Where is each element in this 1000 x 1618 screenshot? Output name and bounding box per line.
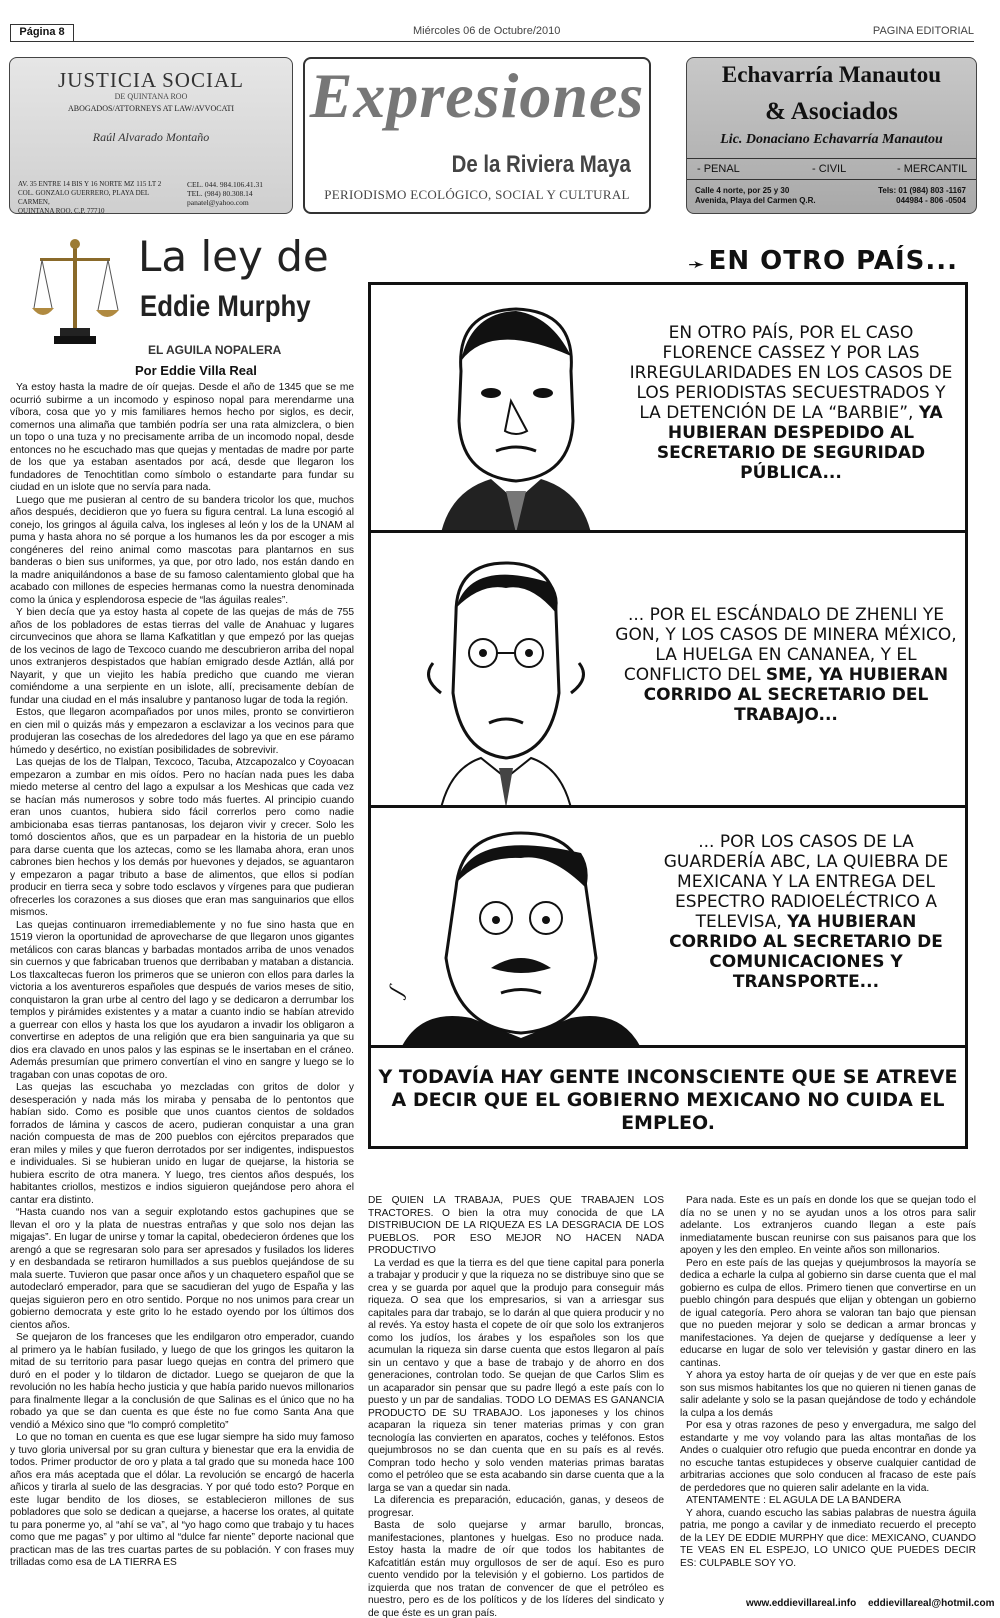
area-civil: - CIVIL: [812, 163, 847, 175]
paragraph: DE QUIEN LA TRABAJA, PUES QUE TRABAJEN LOS TRACTORES. O bien la otra muy conocida de que LA DISTRIBUCION DE LA RIQUEZA ES LA DESGRACIA DE LOS PUEBLOS. POR ESO MEJOR NO HACEN NADA PRODUCTIVO: [368, 1195, 664, 1256]
paragraph: Luego que me pusieran al centro de su bandera tricolor los que, muchos años después, decidieron que yo fuera su figura central. La luna escogió al conejo, los gringos al águila calva, los ingleses al león y los de la UNAM al puma y hasta ahora no sé porque a los humanos les da por escoger a mis congéneres del reino animal como mascotas para plantarnos en sus banderas o bien sus uniformes, ya que, por otro lado, nos están dando en la madre aniquilándonos a base de su famoso calentamiento global que ha acabado con millones de especies hermanas como la nuestra denominada como la única y esplendorosa especie de “las águilas reales”.: [10, 494, 354, 606]
address-line: Calle 4 norte, por 25 y 30: [695, 186, 790, 195]
paragraph: Se quejaron de los franceses que les endilgaron otro emperador, cuando al primero ya le habían fusilado, y luego de que los gringos les quitaron la mitad de su territorio para pasar luego quejas en contra del primero que duró en el poder y lo tildaron de dictador. Luego se quejaron de que la revolución no les había hecho justicia y que había parido nuevos millonarios para finalmente llegar a la conclusión de que Salinas es el único que no ha robado ya que se dan cuenta es que éste no fue como Santa Ana que vendió a México sino que “lo compró completito”: [10, 1332, 354, 1431]
paragraph: Lo que no toman en cuenta es que ese lugar siempre ha sido muy famoso y tuvo gloria universal por su gran cultura y bienestar que era la envidia de todos. Primer productor de oro y plata a tal grado que su moneda hace 100 años era más aceptada que el dólar. La revolución se encargó de hacerla añicos y tirarla al suelo de las desgracias. Y por qué todo esto? Porque en este lugar bendito de los dioses, se establecieron millones de sus pobladores que solo se dedican a quejarse, a hacerse los orates, al quitate tu para ponerme yo, al “ahí se va”, al “yo hago como que trabajo y tu haces como que me pagas” y por ultimo al “dulce far niente” deporte nacional que practican mas de las tres cuartas partes de su población. Y con frases muy trilladas como esa de LA TIERRA ES: [10, 1432, 354, 1568]
paragraph: Las quejas de los de Tlalpan, Texcoco, Tacuba, Atzcapozalco y Coyoacan empezaron a zumbar en mis oídos. Pero no hacían nada pues les daba miedo meterse al centro del lago a expulsar a los Meshicas que cada vez se hacían más numerosos y sobre todo más fuertes. Al principio cuando eran unos cuantos, hubiera sido fácil correrlos pero como nadie ambicionaba esas tierras pantanosas, los dejaron vivir y crecer. Solo les tomó doscientos años, que es un parpadear en la historia de un pueblo para darse cuenta que los aztecas, como se les llamaba ahora, eran unos cabrones bien hechos y los demás por huevones y dejados, se aguantaron y empezaron a pagar tributo a base de alimentos, que ellos si podían producir en tierra seca y sobre todo esclavos y vírgenes para que pudieran ofrecerles los corazones a sus dioses que eran mas sanguinarios que ellos mismos.: [10, 757, 354, 918]
cartoon-caption: Y TODAVÍA HAY GENTE INCONSCIENTE QUE SE ATREVE A DECIR QUE EL GOBIERNO MEXICANO NO CUIDA EL EMPLEO.: [378, 1066, 958, 1134]
address-line: Avenida, Playa del Carmen Q.R.: [695, 196, 816, 205]
top-bar: [8, 20, 984, 40]
area-mercantil: - MERCANTIL: [897, 163, 968, 175]
paragraph: La verdad es que la tierra es del que tiene capital para ponerla a trabajar y producir y que la riqueza no se distribuye sino que se crea y se guarda por aquel que la produjo para conseguir más riqueza. O sea que los empresarios, si van a arriesgar sus capitales para dar trabajo, se lo darán al que quiera producir y no al revés. Ya estoy hasta el copete de oír que solo los extranjeros como los judíos, los árabes y los españoles son los que acumulan la riqueza sin darse cuenta que estos llegaron al país sin un centavo y que a base de trabajo y de ahorro en dos generaciones, controlan todo. Se quejan de que Carlos Slim es un acaparador sin pensar que su padre llegó a este país con lo puesto y un par de sandalias. TODO LO DEMAS ES GANANCIA PRODUCTO DE SU TRABAJO. Los japoneses y los chinos acaparan la riqueza sin tener materias primas y con gran tecnología las convierten en aparatos, coches y teléfonos. Estos quejumbrosos no se dan cuenta que en su país es al revés. Compran todo hecho y solo venden materias primas baratas como el petróleo que se esta acabando sin darse cuenta que a la larga se van a quedar sin nada.: [368, 1257, 664, 1494]
scales-of-justice-icon: [30, 238, 120, 348]
phone-line: Tels: 01 (984) 803 -1167: [878, 186, 966, 195]
cartoon-panel-3: [371, 808, 965, 1048]
publication-date: Miércoles 06 de Octubre/2010: [413, 25, 561, 37]
firm-tagline: ABOGADOS/ATTORNEYS AT LAW/AVVOCATI: [67, 104, 235, 113]
contact-line: TEL. (984) 80.308.14: [187, 189, 253, 198]
firm-person: Raúl Alvarado Montaño: [92, 130, 210, 144]
speech-bold: SME, YA HUBIERAN CORRIDO AL SECRETARIO DEL TRABAJO...: [643, 665, 949, 725]
speech-text-1: [626, 323, 956, 483]
masthead-title: Expresiones: [309, 60, 645, 131]
editorial-cartoon: [358, 238, 978, 1158]
cartoon-caption-panel: [371, 1048, 965, 1146]
paragraph: Y ahora ya estoy harta de oír quejas y de ver que en este país son sus mismos habitantes los que no quieren ni tienen ganas de salir adelante y solo se la pasan quejándose de todo y echándole la culpa a los demás: [680, 1370, 976, 1419]
masthead: [303, 57, 651, 214]
paragraph: Pero en este país de las quejas y quejumbrosos la mayoría se dedica a echarle la culpa al gobierno sin darse cuenta que el mal gobierno es culpa de ellos. Primero tienen que convertirse en un pueblo chingón para después que elijan y obtengan un gobierno de igual categoría. Pero ahora se valoran tan bajo que piensan que no pueden mejorar y solo se dedican a armar broncas y manifestaciones. Ya dejen de quejarse y dedíquense a leer y educarse en lugar de solo ver televisión y gastar dinero en las cantinas.: [680, 1257, 976, 1369]
speech-plain: ... POR EL ESCÁNDALO DE ZHENLI YE GON, Y LOS CASOS DE MINERA MÉXICO, LA HUELGA EN CANANEA, Y EL CONFLICTO DEL: [615, 605, 957, 685]
address-line: COL. GONZALO GUERRERO, PLAYA DEL CARMEN,: [18, 189, 149, 206]
paragraph: Basta de solo quejarse y armar barullo, broncas, manifestaciones, plantones y huelgas. Eso no produce nada. Estoy hasta la madre de oír que todos los habitantes de Kafcatitlán están muy orgullosos de ser de aquí. Eso es puro cuento vendido por la televisión y el gobierno. Los partidos de izquierda que nos tratan de convencer de que el petróleo es nuestro, pero es de los políticos y de los líderes del sindicato y de que éste es un gran país.: [368, 1520, 664, 1618]
headline-line-1: La ley de: [138, 232, 329, 281]
author-email-link[interactable]: eddievillareal@hotmil.com: [868, 1598, 995, 1609]
author-website-link[interactable]: www.eddievillareal.info: [746, 1598, 857, 1609]
masthead-subtitle: De la Riviera Maya: [451, 151, 631, 178]
speech-bold: YA HUBIERAN DESPEDIDO AL SECRETARIO DE SEGURIDAD PÚBLICA...: [656, 403, 943, 483]
arrow-icon: ➛: [688, 252, 705, 276]
firm-address: [18, 180, 168, 214]
phone-line: 044984 - 806 -0504: [896, 196, 966, 205]
paragraph: Para nada. Este es un país en donde los que se quejan todo el día no se unen y no se ayudan unos a los otros para salir adelante. Los extranjeros cuando llegan a este país inmediatamente buscan reunirse con sus paisanos para que los apoyen y les den empleo. En veinte años son millonarios.: [680, 1195, 976, 1256]
paragraph: La diferencia es preparación, educación, ganas, y deseos de progresar.: [368, 1495, 664, 1519]
cartoon-panel-2: [371, 533, 965, 808]
area-penal: - PENAL: [697, 163, 740, 175]
contact-line: CEL. 044. 984.106.41.31: [187, 180, 264, 189]
cartoon-title: EN OTRO PAÍS...: [708, 246, 958, 276]
artist-signature-icon: ʃ: [382, 983, 409, 999]
firm-associates: & Asociados: [765, 98, 898, 125]
byline: Por Eddie Villa Real: [135, 363, 257, 378]
firm-lawyer: Lic. Donaciano Echavarría Manautou: [720, 132, 943, 147]
practice-areas: [687, 158, 976, 180]
firm-address: [695, 186, 816, 206]
top-rule: [10, 41, 974, 42]
cartoon-frame: [368, 282, 968, 1149]
caricature-2-icon: [411, 553, 601, 808]
page-number: Página 8: [10, 24, 74, 41]
headline-line-2: Eddie Murphy: [140, 290, 311, 323]
article-column-1: [10, 382, 354, 1570]
article-column-2: [368, 1195, 664, 1618]
paragraph: Las quejas continuaron irremediablemente y no fue sino hasta que en 1519 vieron la oportunidad de aprovecharse de que llegaron unos gigantes metálicos con caras blancas y barbadas montados arriba de unos venados sin cuernos y que fabricaban truenos que derribaban y mataban a distancia. Los tlaxcaltecas fueron los primeros que se unieron con ellos para darles la victoria a los aventureros españoles que después de varios meses de sitio, conquistaron la gran urbe al centro del lago y se dedicaron a derrumbar los templos y pirámides existentes y a matar a cuanto indio se habían atrevido a guerrear con ellos y hasta los que los ayudaron a invadir los obligaron a convertirse en adeptos de una religión que era bien sanguinaria ya que su dios era clavado en unos palos y las espinas se le insertaban en el cráneo. Además presumían que primero convertían el vino en sangre y luego se lo tragaban con unas copotas de oro.: [10, 919, 354, 1081]
article-column-3: [680, 1195, 976, 1570]
paragraph: Y bien decía que ya estoy hasta al copete de las quejas de más de 755 años de los pobladores de estas tierras del valle de Anahuac y lugares circunvecinos que ahora se llama Kafkatitlan y que empezó por las quejas de los vecinos de lago de Texcoco cuando me descubrieron arriba del nopal unos extranjeros despistados que habían emigrado desde Aztlán, allá por Nayarit, y que un viejito les había predicho que cuando me vieran comiéndome a una serpiente en un islote, allí, precisamente debían de fundar una ciudad en el más insalubre y pantanoso lugar de toda la región.: [10, 607, 354, 706]
signoff: ATENTAMENTE : EL AGULA DE LA BANDERA: [686, 1495, 901, 1506]
speech-text-3: [651, 832, 961, 992]
caricature-3-icon: [401, 828, 641, 1048]
contact-line: panatel@yahoo.com: [187, 198, 249, 207]
firm-contact: [187, 180, 282, 207]
firm-phones: [878, 186, 966, 206]
speech-bold: YA HUBIERAN CORRIDO AL SECRETARIO DE COMUNICACIONES Y TRANSPORTE...: [669, 912, 943, 992]
masthead-tagline: PERIODISMO ECOLÓGICO, SOCIAL Y CULTURAL: [324, 187, 630, 202]
speech-plain: ... POR LOS CASOS DE LA GUARDERÍA ABC, LA QUIEBRA DE MEXICANA Y LA ENTREGA DEL ESPECTRO RADIOELÉCTRICO A TELEVISA,: [663, 832, 949, 932]
address-line: QUINTANA ROO, C.P. 77710: [18, 207, 105, 214]
speech-text-2: [611, 605, 961, 725]
echavarria-ad: [686, 57, 977, 214]
firm-name: JUSTICIA SOCIAL: [58, 68, 244, 92]
section-label: PAGINA EDITORIAL: [872, 25, 974, 37]
address-line: AV. 35 ENTRE 14 BIS Y 16 NORTE MZ 115 LT 2: [18, 180, 162, 188]
paragraph: Por esa y otras razones de peso y envergadura, me salgo del estandarte y me voy volando para las altas montañas de los Andes o cualquier otro refugio que pueda encontrar en donde ya no escuche tantas estupideces y observe cualquier cantidad de arbitrarias acciones que solo conducen al fracaso de este país de perdedores que no quieren salir adelante en la vida.: [680, 1420, 976, 1494]
paragraph: Estos, que llegaron acompañados por unos miles, pronto se convirtieron en cien mil o quizás más y empezaron a esclavizar a los vecinos para que produjeran las cosechas de los alrededores del lago ya que en ese páramo húmedo y desértico, no existían posibilidades de sobrevivir.: [10, 707, 354, 756]
paragraph: “Hasta cuando nos van a seguir explotando estos gachupines que se llevan el oro y la plata de nuestras entrañas y que solo nos dejan las migajas”. En lugar de unirse y tomar la capital, obedecieron órdenes que los arengó a que se regresaran solo para ser apresados y fusilados los lideres y en desbandada se retiraron humillados a sus pueblos quejándose de su mala suerte. Tuvieron que pasar once años y un chaquetero español que se autodeclaró emperador, para que se sacudieran del yugo de España y las quejas siguieron pero en otro sentido. Porque no nos unimos para crear un gobierno democrata y este grito lo he estado oyendo por los últimos dos cientos años.: [10, 1207, 354, 1331]
firm-name: Echavarría Manautou: [721, 62, 942, 87]
speech-plain: EN OTRO PAÍS, POR EL CASO FLORENCE CASSEZ Y POR LAS IRREGULARIDADES EN LOS CASOS DE LOS PERIODISTAS SECUESTRADOS Y LA DETENCIÓN DE LA “BARBIE”,: [629, 323, 953, 423]
paragraph: Las quejas las escuchaba yo mezcladas con gritos de dolor y desesperación y nada más los miraba y pensaba de lo pentontos que habían sido. Como es posible que unos cuantos cientos de soldados forrados de lámina y cascos de acero, pudieran conquistar a una gran nación compuesta de mas de 200 pueblos con ejércitos preparados que eran miles y miles y que fueron derrotados por ser indigentes, indispuestos e individuales. Si se hubieran unido en lugar de quejarse, la historia se hubiera escrito de otra manera. Y luego, tres cientos años después, los habitantes criollos, mestizos e indios siguieron quejándose pero ahora el cantar era distinto.: [10, 1082, 354, 1206]
caricature-1-icon: [431, 301, 601, 533]
paragraph: Y ahora, cuando escucho las sabias palabras de nuestra águila patria, me pongo a cavilar y de inmediato recuerdo el precepto de la LEY DE EDDIE MURPHY que dice: MEXICANO, CUANDO TE VEAS EN EL ESPEJO, LO UNICO QUE PUEDES DECIR ES: CULPABLE SOY YO.: [680, 1507, 976, 1569]
firm-subtitle: DE QUINTANA ROO: [114, 92, 188, 101]
justicia-social-ad: [9, 57, 293, 214]
paragraph: Ya estoy hasta la madre de oír quejas. Desde el año de 1345 que se me ocurrió subirme a un incomodo y espinoso nopal para merendarme una víbora, cosa que yo y mis familiares hemos hecho por siglos, es decir, comernos una alimaña que también podría ser una rata almizclera, o bien un topo o una tuza y no precisamente arriba de un incomodo nopal, desde entonces no he escuchado mas que quejas y mentadas de madre por parte de los que ya estaban asentados por acá, desde que llegaron los fundadores de Tenochtitlan como símbolo o estandarte para fundar su ciudad en un islote que no servía para nada.: [10, 382, 354, 493]
cartoon-panel-1: [371, 285, 965, 533]
column-kicker: EL AGUILA NOPALERA: [148, 343, 282, 357]
